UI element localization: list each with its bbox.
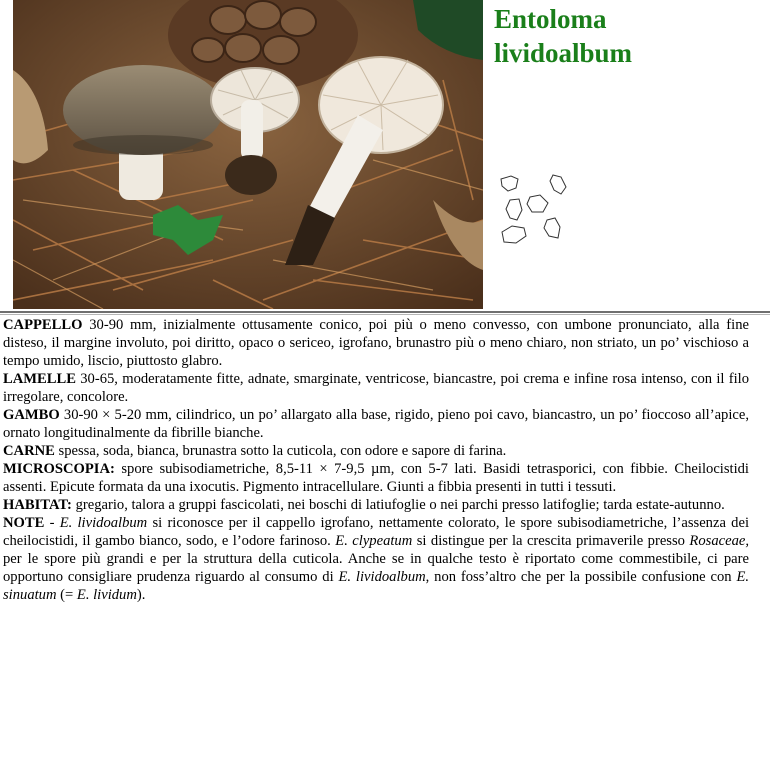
note-text: , non foss’altro che per la possibile confusione con (425, 569, 737, 585)
species-title (494, 2, 764, 70)
title-genus: Entoloma (494, 4, 607, 34)
separator-line (0, 311, 770, 313)
species-description (3, 316, 749, 604)
note-text: per le spore più grandi e per la struttura della cuticola. Anche se in qualche testo è riportato come commestibile, ci pare opportuno consigliare prudenza riguardo al consumo di (3, 551, 749, 585)
title-species: lividoalbum (494, 38, 633, 68)
note-species-name: E. lividoalbum (338, 569, 426, 585)
note-text: si riconosce per il cappello igrofano, nettamente colorato, le spore subisodiametriche, l’assenza dei cheilocistidi, il gambo bianco, sodo, e l’odore farinoso. (3, 515, 749, 549)
spore-shape (506, 199, 522, 220)
spore-shape (501, 176, 518, 191)
spore-drawings (496, 170, 576, 250)
heading-microscopia: MICROSCOPIA: (3, 461, 115, 477)
spore-shape (502, 226, 526, 243)
section-cappello (3, 316, 749, 370)
note-species-name: E. lividoalbum (59, 515, 148, 531)
note-family-name: Rosaceae, (689, 533, 749, 549)
section-microscopia (3, 460, 749, 496)
separator-line-thin (0, 314, 770, 315)
heading-cappello: CAPPELLO (3, 317, 83, 333)
text-lamelle: 30-65, moderatamente fitte, adnate, smarginate, ventricose, biancastre, poi crema e infine rosa intenso, con il filo irregolare, concolore. (3, 371, 749, 405)
note-species-name: E. sinuatum (3, 569, 750, 603)
section-habitat (3, 496, 749, 514)
spore-shape (550, 175, 566, 194)
heading-lamelle: LAMELLE (3, 371, 76, 387)
note-text: ). (136, 587, 146, 603)
heading-habitat: HABITAT: (3, 497, 72, 513)
note-text: si distingue per la crescita primaverile presso (412, 533, 690, 549)
note-species-name: E. lividum (76, 587, 137, 603)
heading-gambo: GAMBO (3, 407, 60, 423)
note-text: - (44, 515, 60, 531)
spore-shape (527, 195, 548, 212)
heading-carne: CARNE (3, 443, 55, 459)
section-carne (3, 442, 749, 460)
note-text: (= (56, 587, 77, 603)
text-microscopia: spore subisodiametriche, 8,5-11 × 7-9,5 µm, con 5-7 lati. Basidi tetrasporici, con fibbie. Cheilocistidi assenti. Epicute formata da una ixocutis. Pigmento intracellulare. Giunti a fibbia presenti in tutti i tessuti. (3, 461, 749, 495)
spore-shape (544, 218, 560, 238)
mushroom-photo (13, 0, 483, 309)
text-carne: spessa, soda, bianca, brunastra sotto la cuticola, con odore e sapore di farina. (54, 443, 507, 459)
section-lamelle (3, 370, 749, 406)
text-gambo: 30-90 × 5-20 mm, cilindrico, un po’ allargato alla base, rigido, pieno poi cavo, biancastro, un po’ fioccoso all’apice, ornato longitudinalmente da fibrille bianche. (3, 407, 749, 441)
text-habitat: gregario, talora a gruppi fascicolati, nei boschi di latiufoglie o nei parchi presso latifoglie; tarda estate-autunno. (71, 497, 725, 513)
section-gambo (3, 406, 749, 442)
text-cappello: 30-90 mm, inizialmente ottusamente conico, poi più o meno convesso, con umbone pronunciato, alla fine disteso, il margine involuto, poi diritto, opaco o sericeo, igrofano, brunastro più o meno chiaro, non striato, un po’ vischioso a tempo umido, liscio, piuttosto glabro. (3, 317, 749, 369)
note-species-name: E. clypeatum (335, 533, 413, 549)
heading-note: NOTE (3, 515, 45, 531)
section-note (3, 514, 749, 604)
